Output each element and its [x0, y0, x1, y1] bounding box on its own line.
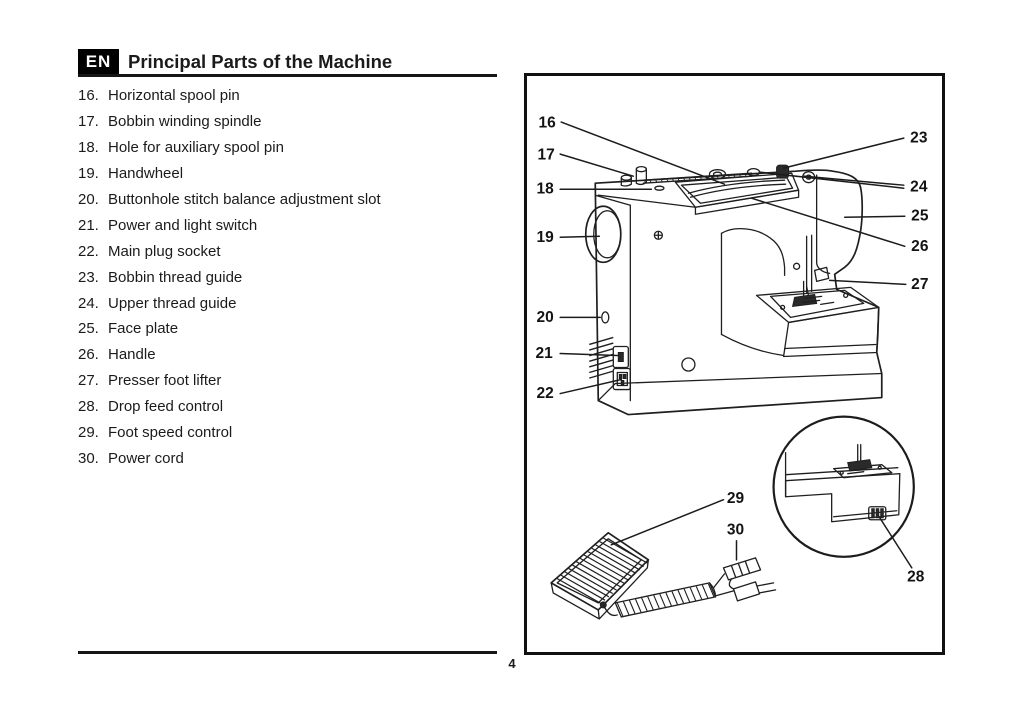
foot-pedal	[551, 533, 648, 619]
callout-22: 22	[536, 385, 554, 403]
list-item	[78, 342, 508, 368]
list-item	[78, 187, 508, 213]
vent-slots	[589, 337, 613, 378]
power-switch	[613, 346, 628, 367]
list-item	[78, 316, 508, 342]
callout-24: 24	[910, 178, 928, 196]
item-label: Main plug socket	[108, 242, 221, 260]
item-label: Foot speed control	[108, 424, 233, 442]
parts-list	[78, 83, 508, 471]
item-label: Drop feed control	[108, 398, 224, 416]
callout-25: 25	[911, 207, 929, 225]
list-item	[78, 445, 508, 471]
drop-feed-control	[869, 507, 886, 520]
item-label: Handwheel	[108, 165, 184, 183]
handwheel	[586, 206, 621, 262]
title-rule	[78, 74, 497, 77]
item-label: Hole for auxiliary spool pin	[108, 139, 284, 157]
item-label: Bobbin winding spindle	[108, 113, 262, 131]
page-title: Principal Parts of the Machine	[128, 51, 393, 72]
language-badge: EN	[78, 49, 119, 75]
callout-23: 23	[910, 129, 928, 147]
item-number: 20.	[78, 191, 99, 208]
buttonhole-adjust-slot	[602, 312, 609, 323]
item-label: Upper thread guide	[108, 294, 237, 312]
item-number: 28.	[78, 398, 99, 416]
item-number: 26.	[78, 346, 99, 364]
callout-29: 29	[726, 490, 745, 508]
item-label: Buttonhole stitch balance adjustment slot	[108, 191, 381, 208]
list-item	[78, 135, 508, 161]
item-number: 18.	[78, 139, 99, 157]
callout-21: 21	[535, 344, 553, 362]
item-number: 17.	[78, 113, 99, 131]
inset-circle	[774, 417, 914, 557]
callout-16: 16	[538, 114, 556, 132]
callout-20: 20	[536, 308, 554, 326]
callout-19: 19	[536, 228, 554, 246]
list-item	[78, 83, 508, 109]
callout-18: 18	[536, 180, 554, 198]
item-number: 27.	[78, 372, 99, 390]
sewing-bed	[757, 287, 879, 356]
footer-rule	[78, 651, 497, 654]
machine-body	[589, 170, 882, 415]
item-label: Bobbin thread guide	[108, 268, 243, 286]
sewing-machine-diagram	[527, 76, 942, 652]
list-item	[78, 161, 508, 187]
item-number: 24.	[78, 294, 99, 312]
list-item	[78, 109, 508, 135]
item-number: 21.	[78, 216, 99, 234]
page-number: 4	[508, 656, 516, 671]
cord-connector	[723, 558, 760, 580]
item-number: 19.	[78, 165, 99, 183]
front-hole	[682, 358, 695, 371]
item-number: 30.	[78, 449, 99, 467]
callout-30: 30	[726, 521, 745, 539]
callout-17: 17	[537, 146, 555, 164]
diagram-frame	[524, 73, 945, 655]
item-label: Handle	[108, 346, 156, 364]
item-number: 16.	[78, 87, 99, 105]
callout-28: 28	[907, 568, 925, 586]
item-number: 23.	[78, 268, 99, 286]
list-item	[78, 238, 508, 264]
item-label: Face plate	[108, 320, 179, 338]
list-item	[78, 420, 508, 446]
item-number: 25.	[78, 320, 99, 338]
list-item	[78, 368, 508, 394]
item-number: 22.	[78, 242, 99, 260]
callout-27: 27	[911, 275, 929, 293]
item-label: Horizontal spool pin	[108, 87, 240, 105]
list-item	[78, 264, 508, 290]
item-number: 29.	[78, 424, 99, 442]
item-label: Power and light switch	[108, 216, 258, 234]
power-plug	[729, 579, 775, 601]
list-item	[78, 212, 508, 238]
callout-26: 26	[911, 237, 929, 255]
presser-foot	[793, 294, 817, 306]
aux-spool-pin-hole	[655, 186, 664, 190]
power-cord	[615, 558, 775, 617]
presser-foot-lifter	[815, 267, 829, 281]
item-label: Power cord	[108, 449, 184, 467]
list-item	[78, 290, 508, 316]
face-plate	[817, 175, 830, 273]
list-item	[78, 394, 508, 420]
item-label: Presser foot lifter	[108, 372, 222, 390]
